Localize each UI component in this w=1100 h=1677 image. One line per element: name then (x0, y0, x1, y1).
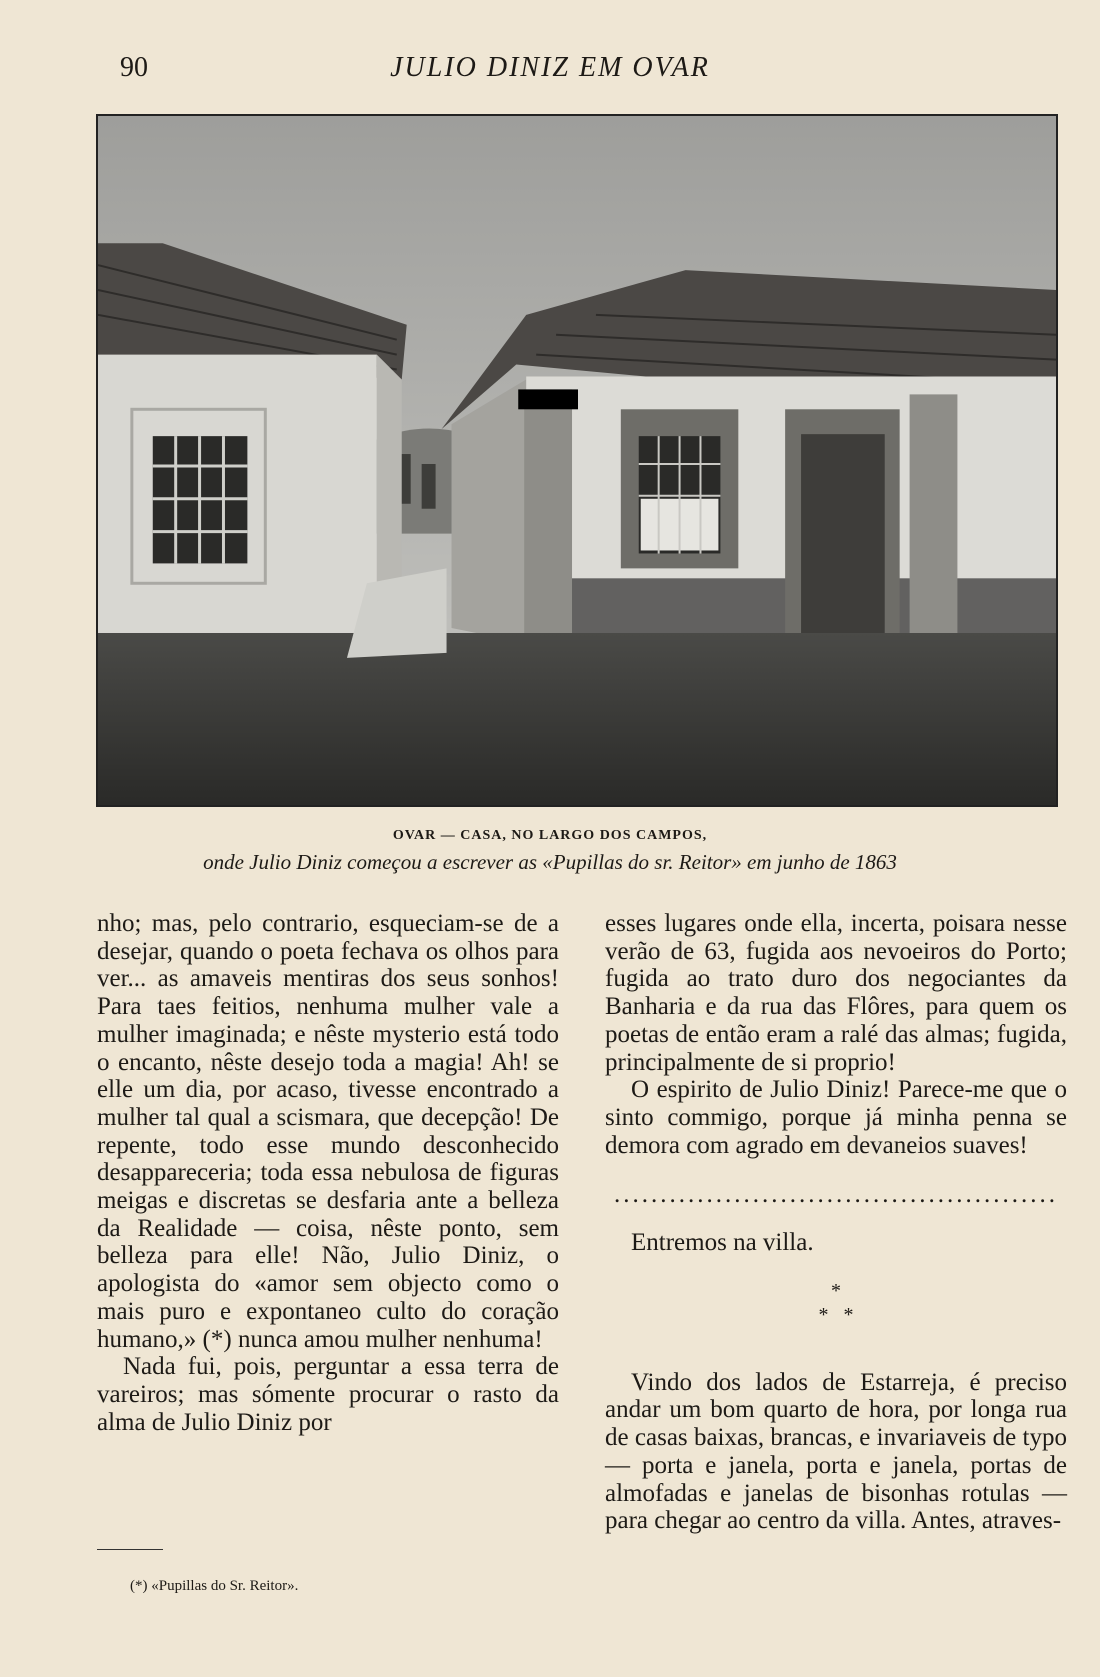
footnote: (*) «Pupillas do Sr. Reitor». (130, 1578, 299, 1594)
asterism (605, 1279, 1067, 1327)
asterism-bottom: * * (818, 1303, 854, 1326)
house-photo-icon (98, 116, 1056, 805)
running-title: JULIO DINIZ EM OVAR (390, 52, 710, 83)
left-paragraph-1: nho; mas, pelo contrario, esqueciam-se de a desejar, quando o poeta fechava os olhos para ver... as amaveis mentiras dos seus sonhos! Para taes feitios, nenhuma mulher vale a mulher imaginada; e nêste mysterio está todo o encanto, nêste desejo toda a magia! Ah! se elle um dia, por acaso, tivesse encontrado a mulher tal qual a scismara, que decepção! De repente, todo esse mundo desconhecido desappareceria; toda essa nebulosa de figuras meigas e discretas se desfaria ante a belleza da Realidade — coisa, nêste ponto, sem belleza para elle! Não, Julio Diniz, o apologista do «amor sem objecto como o mais puro e expontaneo culto do coração humano,» (*) nunca amou mulher nenhuma! (97, 910, 559, 1353)
left-column (97, 910, 559, 1436)
dotted-separator: ................................................ (614, 1181, 1058, 1209)
right-paragraph-3: Entremos na villa. (631, 1229, 814, 1257)
right-column (605, 910, 1067, 1535)
page-number: 90 (120, 52, 148, 83)
caption-title: OVAR — CASA, NO LARGO DOS CAMPOS, (392, 828, 708, 843)
asterism-top: * (831, 1279, 841, 1302)
right-paragraph-4: Vindo dos lados de Estarreja, é preciso andar um bom quarto de hora, por longa rua de casas baixas, brancas, e invariaveis de typo — porta e janela, porta e janela, portas de almofadas e janelas de bisonhas rotulas — para chegar ao centro da villa. Antes, atraves- (605, 1368, 1067, 1535)
footnote-rule (97, 1549, 163, 1550)
right-paragraph-2: O espirito de Julio Diniz! Parece-me que o sinto commigo, porque já minha penna se demora com agrado em devaneios suaves! (605, 1076, 1067, 1159)
left-paragraph-2: Nada fui, pois, perguntar a essa terra de vareiros; mas sómente procurar o rasto da alma de Julio Diniz por (97, 1353, 559, 1436)
right-paragraph-1: esses lugares onde ella, incerta, poisara nesse verão de 63, fugida aos nevoeiros do Porto; fugida ao trato duro dos negociantes da Banharia e da rua das Flôres, para quem os poetas de então eram a ralé das almas; fugida, principalmente de si proprio! (605, 910, 1067, 1076)
house-photo (96, 114, 1058, 807)
caption-subtitle: onde Julio Diniz começou a escrever as «Pupillas do sr. Reitor» em junho de 1863 (203, 850, 897, 874)
